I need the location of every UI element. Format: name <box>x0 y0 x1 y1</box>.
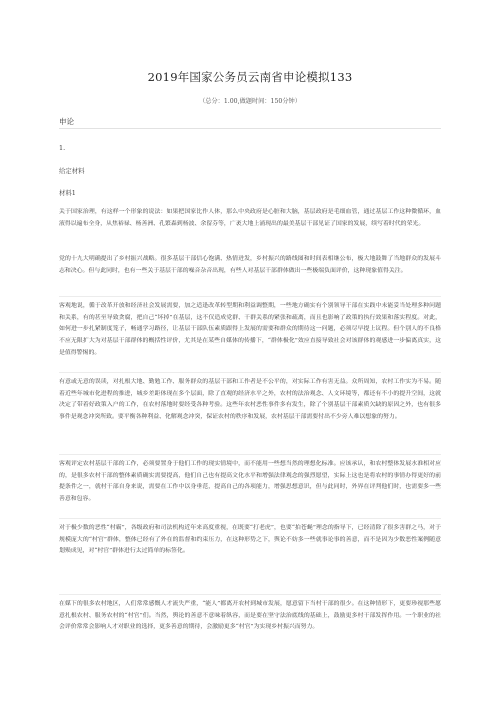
paragraph-divider <box>59 518 441 519</box>
question-number: 1. <box>59 144 66 152</box>
paragraph-2: 党的十九大明确提出了乡村振兴战略。很多基层干部信心饱满、热情迸发，乡村振兴的路线图和时间表相继公布，极大地鼓舞了当地群众的发展斗志和决心。但与此同时，也有一些关于基层干部的噪音杂音出现，有些人对基层干部群体做出一些极端负面评价，这种现象值得关注。 <box>59 256 441 274</box>
document-title: 2019年国家公务员云南省申论模拟133 <box>147 70 353 84</box>
paragraph-5: 客观评定农村基层干部的工作，必须要置身于他们工作的现实情境中，而不能用一些想当然的理想化标准。应该承认，和农村整体发展水准相对应的，是很多农村干部的整体素质确实需要提高，他们自己也有提高文化水平和增强法律观念的强烈愿望，实际上这也是将农村的事情办得更好的前提条件之一，就村干部自身来说，需要在工作中以身垂范，提高自己的各项能力，增强思想意识，但与此同时，外界在评判他们时，也需要多一些善意和包容。 <box>59 461 441 503</box>
section-heading: 申论 <box>59 117 74 126</box>
paragraph-4: 有意或无意的误读，对扎根大地、勤勉工作、服务群众的基层干部和工作者是不公平的，对实际工作有害无益。众所周知，农村工作实为不易。随着近些年城市化进程的推进，城乡差距体现在多个层面，除了直观的经济水平之外，农村的法治观念、人文环境等，都还有不小的提升空间，这就决定了带着好政策入户的工作，在农村落地时要经受各种考验。这些年农村恶性事件多有发生，除了个别基层干部素质欠缺的原因之外，也有很多事件是观念冲突所致。要平衡各种利益、化解观念冲突，保证农村的秩序和发展，农村基层干部需要付出不少旁人难以想象的努力。 <box>59 379 441 421</box>
paragraph-divider <box>59 594 441 595</box>
section-divider <box>59 128 441 129</box>
question-label: 给定材料 <box>59 167 85 175</box>
material-label: 材料1 <box>59 189 76 197</box>
paragraph-divider <box>59 296 441 297</box>
paragraph-1: 关于国家治理，有这样一个形象的说法：如果把国家比作人体，那么中央政府是心脏和大脑，基层政府是毛细血管，通过基层工作这种微循环，血液得以遍布全身，从焦裕禄、杨善洲、孔繁森到杨波、余留芬等，广袤大地上涌现出的最美基层干部见证了国家的发展，续写着时代的荣光。 <box>59 209 441 227</box>
paragraph-6: 对于极少数的恶性“村霸”，各级政府和司法机构近年来高度重视，在既要“打老虎”，也要“拍苍蝇”理念的指导下，已经清除了很多害群之马，对于规模庞大的“村官”群体，整体已经有了外在的监督和约束压力，在这种形势之下，舆论不妨多一些就事论事的善意，而不是因为少数恶性案例随意划殒成见，对“村官”群体进行太过简单的标签化。 <box>59 525 441 555</box>
paragraph-7: 在媒下的很多农村地区，人们常常感慨人才流失严重，“能人”都离开农村到城市发展，愿意留下当村干部的很少。在这种情形下，更要珍视那些愿意扎根农村、服务农村的“村官”们。当然，舆论的善意不意味着纵容，而是要在坚守法治底线的基础上，鼓励更多村干部发挥作用。一个职业的社会评价常常会影响人才对职业的选择，更多善意的期待，会激励更多“村官”为实现乡村振兴而努力。 <box>59 601 441 631</box>
paragraph-divider <box>59 454 441 455</box>
document-meta: （总分：1.00,做题时间：150分钟） <box>199 98 301 105</box>
paragraph-divider <box>59 372 441 373</box>
paragraph-3: 客观地说，循于改革开放和经济社会发展需要，加之适逢改革转型期和利益调整期，一些地方确实有个别领导干部在实践中未能妥当处理多种问题和关系，有的甚至导致贪腐，把自己“坏掉”在基层，这不仅造成党群、干群关系的紧张和疏离，而且也影响了政策的执行效果和落实程度。对此，如何进一步扎紧制度笼子，畅通学习路径，让基层干部队伍素质跟得上发展的需要和群众的期待这一问题，必须尽早提上议程。但个别人的不良格不应无限扩大为对基层干部群体的概括性评价，尤其是在某些自媒体的传播下，“群体极化”效应直接导致社会对该群体的观感进一步偏离真实，这是值得警惕的。 <box>59 303 441 356</box>
